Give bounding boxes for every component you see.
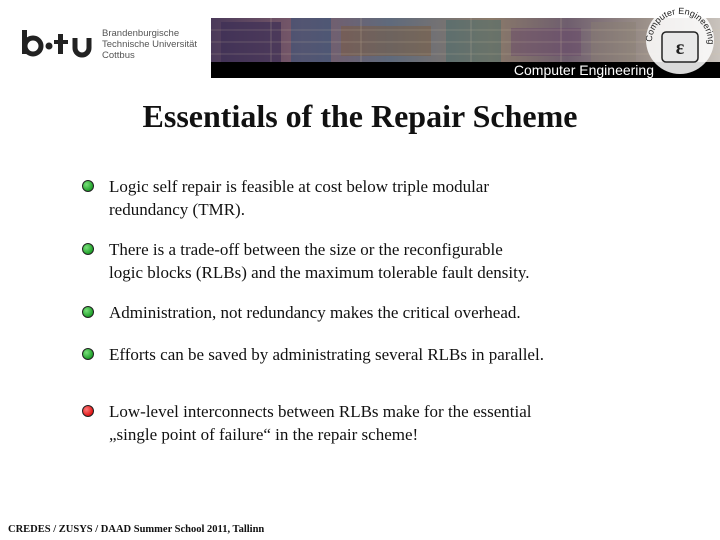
green-bullet-icon [82,306,94,318]
bullet-line: Low-level interconnects between RLBs make for the essential [109,402,532,421]
green-bullet-icon [82,348,94,360]
bullet-text [109,343,629,366]
banner-title: Computer Engineering [513,62,654,78]
bullet-line: redundancy (TMR). [109,200,245,219]
university-line-2: Technische Universität [102,39,198,50]
footer-text: CREDES / ZUSYS / DAAD Summer School 2011, Tallinn [8,524,265,535]
svg-text:ε: ε [675,37,685,59]
bullet-line: Administration, not redundancy makes the critical overhead. [109,303,521,322]
bullet-line: There is a trade-off between the size or the reconfigurable [109,240,503,259]
bullet-line: „single point of failure“ in the repair scheme! [109,425,419,444]
ce-logo-text: Computer Engineering [643,5,717,45]
slide-title: Essentials of the Repair Scheme [142,98,578,134]
university-line-1: Brandenburgische [102,28,180,39]
bullet-line: logic blocks (RLBs) and the maximum tolerable fault density. [109,263,530,282]
bullet-line: Logic self repair is feasible at cost below triple modular [109,177,490,196]
bullet-text [109,301,629,324]
green-bullet-icon [82,180,94,192]
university-line-3: Cottbus [102,50,135,61]
green-bullet-icon [82,243,94,255]
bullet-line: Efforts can be saved by administrating several RLBs in parallel. [109,345,544,364]
bullet-text [109,400,629,446]
bullet-text [109,238,629,284]
bullet-text [109,175,629,221]
red-bullet-icon [82,405,94,417]
